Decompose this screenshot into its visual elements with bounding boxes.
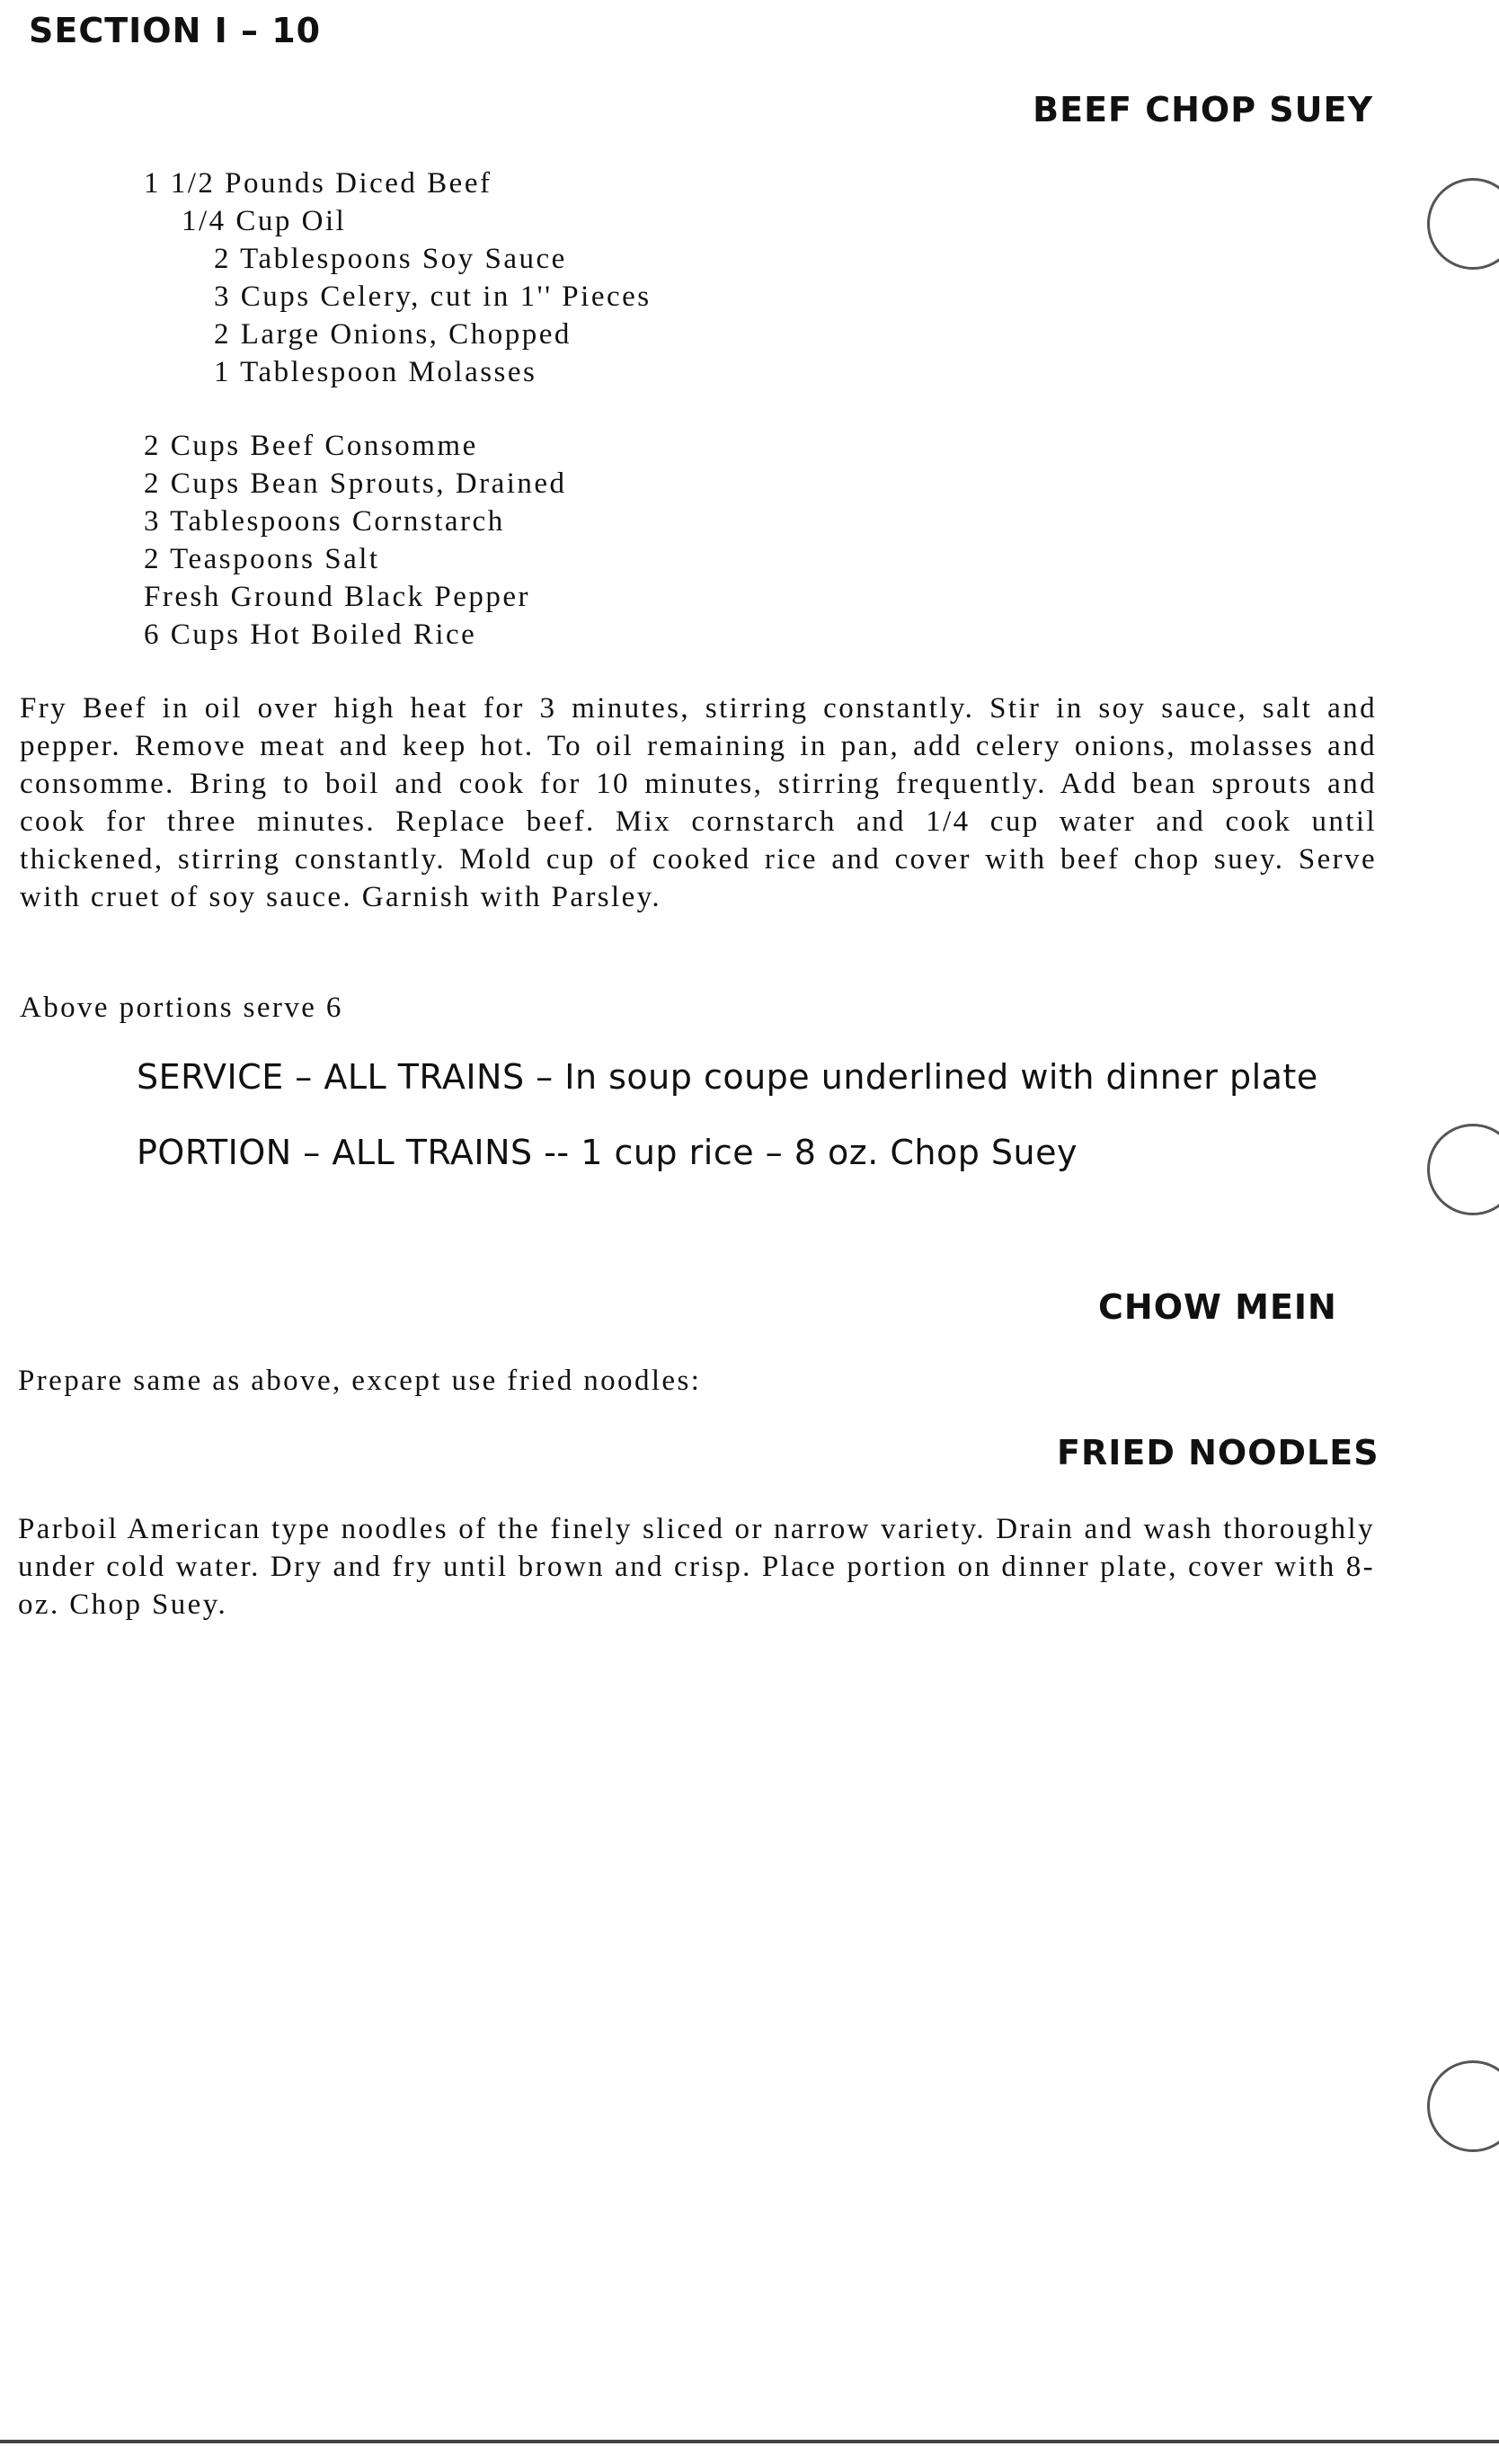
binder-hole-icon bbox=[1427, 178, 1499, 270]
ingredient-item: 3 Tablespoons Cornstarch bbox=[144, 505, 505, 538]
serves-note: Above portions serve 6 bbox=[20, 992, 343, 1024]
page-bottom-edge bbox=[0, 2440, 1499, 2443]
ingredient-item: 1 Tablespoon Molasses bbox=[214, 356, 537, 388]
recipe-title-beef-chop-suey: BEEF CHOP SUEY bbox=[1033, 90, 1373, 129]
ingredient-item: 3 Cups Celery, cut in 1'' Pieces bbox=[214, 280, 652, 313]
ingredient-item: 2 Tablespoons Soy Sauce bbox=[214, 243, 567, 275]
service-instruction: SERVICE – ALL TRAINS – In soup coupe underlined with dinner plate bbox=[137, 1057, 1318, 1097]
ingredient-item: Fresh Ground Black Pepper bbox=[144, 581, 531, 613]
ingredient-list-primary bbox=[144, 165, 652, 391]
recipe-title-fried-noodles: FRIED NOODLES bbox=[1057, 1433, 1379, 1472]
ingredient-item: 2 Cups Bean Sprouts, Drained bbox=[144, 467, 567, 500]
binder-hole-icon bbox=[1427, 2060, 1499, 2152]
ingredient-item: 2 Cups Beef Consomme bbox=[144, 430, 478, 462]
method-paragraph: Fry Beef in oil over high heat for 3 minutes, stirring constantly. Stir in soy sauce, salt and pepper. Remove meat and keep hot. To oil remaining in pan, add celery onions, molasses and consomme. Bring to boil and cook for 10 minutes, stirring frequently. Add bean sprouts and cook for three minutes. Replace beef. Mix cornstarch and 1/4 cup water and cook until thickened, stirring constantly. Mold cup of cooked rice and cover with beef chop suey. Serve with cruet of soy sauce. Garnish with Parsley. bbox=[20, 692, 1377, 913]
ingredient-list-secondary bbox=[144, 427, 567, 654]
fried-noodles-paragraph: Parboil American type noodles of the finely sliced or narrow variety. Drain and wash thoroughly under cold water. Dry and fry until brown and crisp. Place portion on dinner plate, cover with 8-oz. Chop Suey. bbox=[18, 1513, 1375, 1621]
ingredient-item: 1 1/2 Pounds Diced Beef bbox=[144, 167, 492, 200]
ingredient-item: 1/4 Cup Oil bbox=[182, 205, 347, 237]
ingredient-item: 6 Cups Hot Boiled Rice bbox=[144, 618, 477, 651]
binder-hole-icon bbox=[1427, 1124, 1499, 1215]
recipe-title-chow-mein: CHOW MEIN bbox=[1098, 1287, 1337, 1327]
ingredient-item: 2 Teaspoons Salt bbox=[144, 543, 380, 575]
chow-mein-instruction: Prepare same as above, except use fried noodles: bbox=[18, 1365, 702, 1397]
section-header: SECTION I – 10 bbox=[29, 11, 322, 50]
ingredient-item: 2 Large Onions, Chopped bbox=[214, 318, 572, 351]
portion-instruction: PORTION – ALL TRAINS -- 1 cup rice – 8 oz. Chop Suey bbox=[137, 1133, 1078, 1172]
